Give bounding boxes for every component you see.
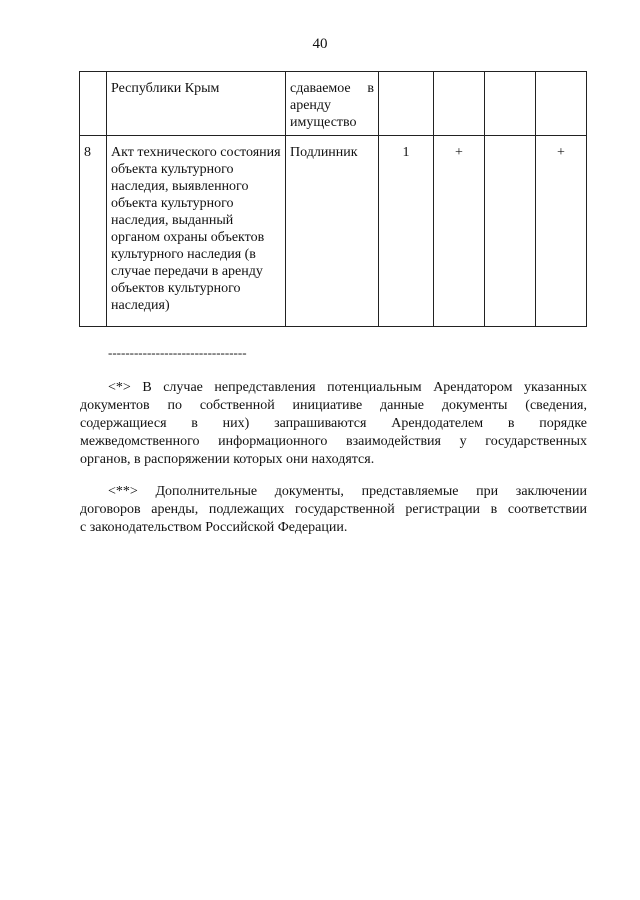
- cell-number: [80, 72, 107, 136]
- cell-quantity: 1: [379, 136, 434, 327]
- footnote-line: органов, в распоряжении которых они находятся.: [80, 452, 375, 467]
- footnote-line: документов по собственной инициативе данные документы (сведения,: [80, 398, 587, 413]
- cell-document-form: [286, 72, 379, 136]
- cell-quantity: [379, 72, 434, 136]
- cell-document-name: Республики Крым: [107, 72, 286, 136]
- cell-mark-3: [536, 72, 587, 136]
- cell-mark-2: [485, 72, 536, 136]
- cell-mark-3: +: [536, 136, 587, 327]
- table-row: [80, 136, 587, 327]
- cell-document-form: Подлинник: [286, 136, 379, 327]
- footnote-line: межведомственного информационного взаимодействия у государственных: [80, 434, 587, 449]
- footnote-line: <*> В случае непредставления потенциальным Арендатором указанных: [108, 380, 587, 395]
- cell-document-name: Акт технического состояния объекта культурного наследия, выявленного объекта культурного наследия, выданный органом охраны объектов культурного наследия (в случае передачи в аренду объектов культурного наследия): [107, 136, 286, 327]
- documents-table: [79, 71, 587, 327]
- footnote-1: [80, 379, 587, 469]
- form-line: имущество: [290, 115, 357, 130]
- cell-mark-1: [434, 72, 485, 136]
- footnote-line: с законодательством Российской Федерации.: [80, 520, 348, 535]
- footnote-line: <**> Дополнительные документы, представляемые при заключении: [108, 484, 587, 499]
- table-row: [80, 72, 587, 136]
- cell-mark-1: +: [434, 136, 485, 327]
- footnote-line: содержащиеся в них) запрашиваются Арендодателем в порядке: [80, 416, 587, 431]
- form-line: сдаваемое в: [290, 81, 374, 96]
- page-number: 40: [312, 36, 328, 52]
- cell-number: 8: [80, 136, 107, 327]
- footnote-line: договоров аренды, подлежащих государственной регистрации в соответствии: [80, 502, 587, 517]
- cell-mark-2: [485, 136, 536, 327]
- form-line: аренду: [290, 98, 332, 113]
- footnote-separator: --------------------------------: [108, 345, 247, 360]
- footnote-2: [80, 483, 587, 537]
